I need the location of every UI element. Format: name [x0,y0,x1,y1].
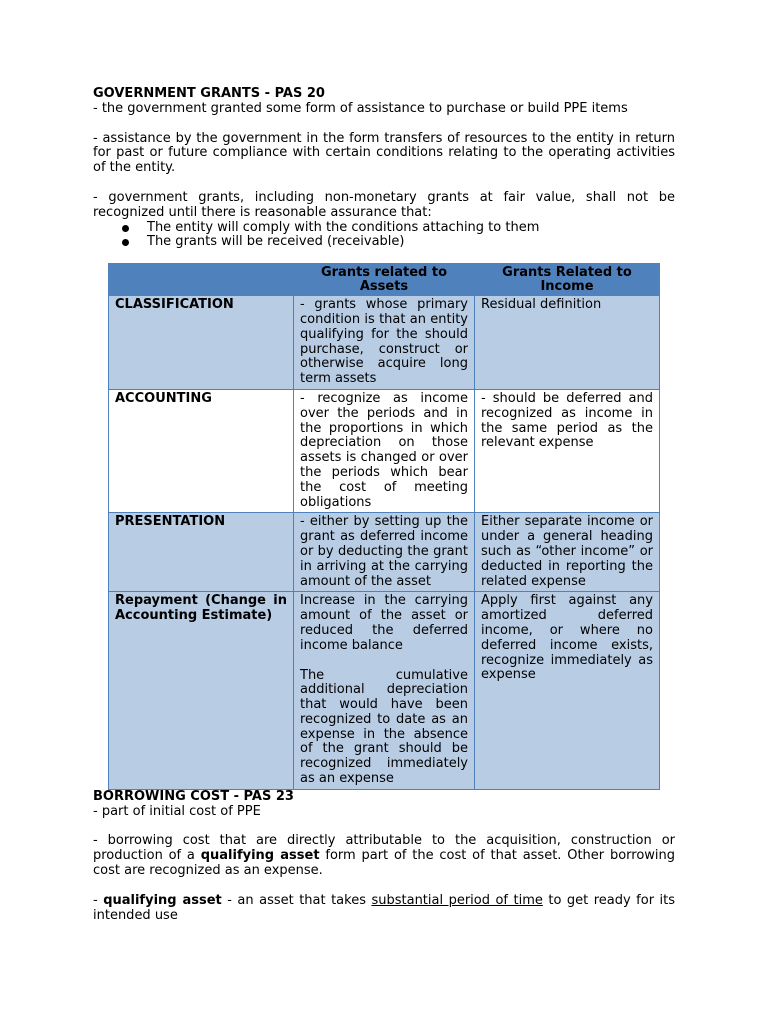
document-body [93,87,675,923]
grants-table [108,263,660,790]
section-title-government-grants: GOVERNMENT GRANTS - PAS 20 [93,86,325,101]
table-cell: - recognize as income over the periods and in the proportions in which depreciation on those assets is changed or over the periods which bear the cost of meeting obligations [294,389,475,512]
paragraph: - borrowing cost that are directly attributable to the acquisition, construction or production of a qualifying asset form part of the cost of that asset. Other borrowing cost are recognized as an expense. [93,833,676,879]
bullet-list [93,221,675,251]
table-header-cell: Grants Related to Income [475,264,660,296]
paragraph: - assistance by the government in the form transfers of resources to the entity in return for past or future compliance with certain conditions relating to the operating activities of the entity. [93,130,675,176]
paragraph: - the government granted some form of assistance to purchase or build PPE items [93,100,628,116]
table-cell: - grants whose primary condition is that an entity qualifying for the should purchase, construct or otherwise acquire long term assets [294,296,475,390]
table-row [109,592,660,790]
list-item: The entity will comply with the conditions attaching to them [93,221,675,236]
row-label: ACCOUNTING [109,389,294,512]
table-header-cell [109,264,294,296]
row-label: CLASSIFICATION [109,296,294,390]
table-row [109,513,660,592]
table-cell: Increase in the carrying amount of the asset or reduced the deferred income balance The cumulative additional depreciation that would have been recognized to date as an expense in the absence of the grant should be recognized immediately as an expense [294,592,475,790]
paragraph: - government grants, including non-monetary grants at fair value, shall not be recognized until there is reasonable assurance that: [93,189,675,220]
bullet-icon [122,239,129,246]
table-header-cell: Grants related to Assets [294,264,475,296]
section-title-borrowing-cost: BORROWING COST - PAS 23 [93,788,294,804]
list-item: The grants will be received (receivable) [93,235,675,250]
table-row [109,296,660,390]
table-row [109,389,660,512]
table-cell: - should be deferred and recognized as income in the same period as the relevant expense [475,389,660,512]
paragraph: - qualifying asset - an asset that takes substantial period of time to get ready for its intended use [93,892,676,923]
table-cell: Residual definition [475,296,660,390]
table-cell: - either by setting up the grant as deferred income or by deducting the grant in arriving at the carrying amount of the asset [294,513,475,592]
paragraph: - part of initial cost of PPE [93,803,261,819]
table-cell: Either separate income or under a general heading such as “other income” or deducted in reporting the related expense [475,513,660,592]
table-header-row [109,264,660,296]
bullet-icon [122,225,129,232]
table-cell: Apply first against any amortized deferred income, or where no deferred income exists, recognize immediately as expense [475,592,660,790]
row-label: Repayment (Change in Accounting Estimate) [109,592,294,790]
row-label: PRESENTATION [109,513,294,592]
